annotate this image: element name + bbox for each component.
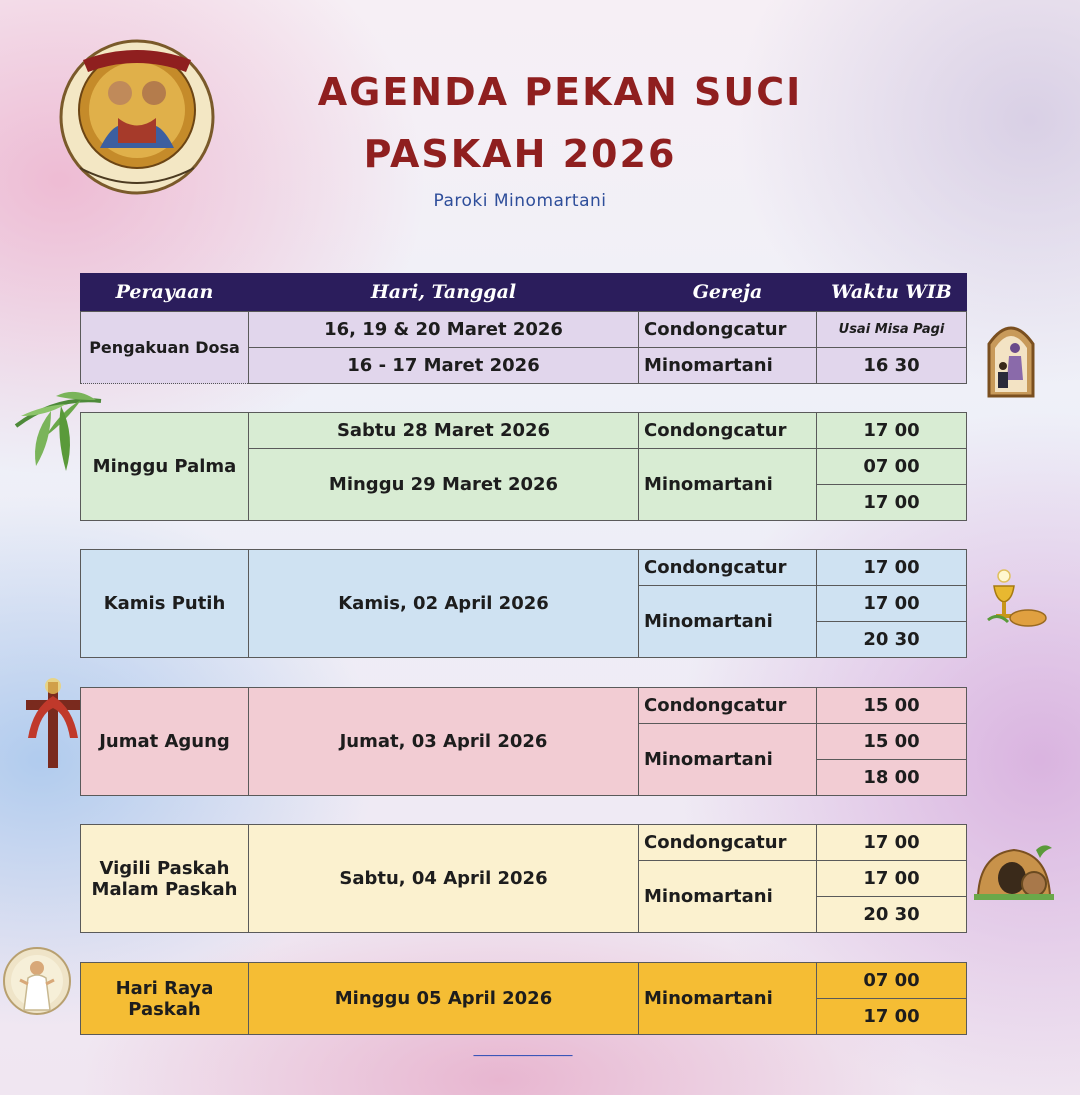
church-cell: Minomartani <box>639 861 817 933</box>
date-cell: Sabtu, 04 April 2026 <box>249 825 639 933</box>
header-gereja: Gereja <box>639 274 817 311</box>
time-cell: 17 00 <box>817 413 967 449</box>
time-cell: Usai Misa Pagi <box>817 312 967 348</box>
church-cell: Minomartani <box>639 449 817 521</box>
church-cell: Minomartani <box>639 963 817 1035</box>
celebration-name-line1: Vigili Paskah <box>99 857 230 879</box>
header-perayaan: Perayaan <box>81 274 249 311</box>
church-cell: Condongcatur <box>639 825 817 861</box>
celebration-name: Kamis Putih <box>81 550 249 658</box>
time-cell: 18 00 <box>817 760 967 796</box>
church-cell: Condongcatur <box>639 312 817 348</box>
parish-seal-logo <box>58 38 216 196</box>
date-cell: Sabtu 28 Maret 2026 <box>249 413 639 449</box>
date-cell: Jumat, 03 April 2026 <box>249 688 639 796</box>
celebration-name: Jumat Agung <box>81 688 249 796</box>
time-cell: 15 00 <box>817 688 967 724</box>
date-cell: 16 - 17 Maret 2026 <box>249 348 639 384</box>
schedule-header <box>80 273 967 311</box>
time-cell: 17 00 <box>817 861 967 897</box>
celebration-name-line1: Hari Raya <box>115 977 214 999</box>
header-waktu: Waktu WIB <box>817 274 967 311</box>
celebration-name-line2: Paskah <box>128 998 201 1020</box>
empty-tomb-icon <box>974 840 1054 900</box>
time-cell: 17 00 <box>817 999 967 1035</box>
time-cell: 17 00 <box>817 586 967 622</box>
block-jumat-agung <box>80 687 967 796</box>
date-cell: Minggu 05 April 2026 <box>249 963 639 1035</box>
church-cell: Condongcatur <box>639 550 817 586</box>
date-cell: 16, 19 & 20 Maret 2026 <box>249 312 639 348</box>
time-cell: 15 00 <box>817 724 967 760</box>
time-cell: 17 00 <box>817 825 967 861</box>
block-pengakuan-dosa <box>80 311 967 384</box>
footer-link[interactable]: ______________________ <box>473 1047 573 1057</box>
confession-icon <box>985 318 1037 398</box>
celebration-name: Pengakuan Dosa <box>81 312 249 384</box>
risen-christ-icon <box>2 944 72 1018</box>
celebration-name <box>81 963 249 1035</box>
date-cell: Minggu 29 Maret 2026 <box>249 449 639 521</box>
parish-subtitle: Paroki Minomartani <box>433 191 607 211</box>
page-title-line2: PASKAH 2026 <box>363 132 677 176</box>
block-vigili-paskah <box>80 824 967 933</box>
church-cell: Condongcatur <box>639 688 817 724</box>
church-cell: Minomartani <box>639 348 817 384</box>
time-cell: 17 00 <box>817 550 967 586</box>
page-title-line1: AGENDA PEKAN SUCI <box>317 70 803 114</box>
time-cell: 17 00 <box>817 485 967 521</box>
block-hari-raya-paskah <box>80 962 967 1035</box>
cross-icon <box>18 678 88 770</box>
time-cell: 07 00 <box>817 449 967 485</box>
church-cell: Condongcatur <box>639 413 817 449</box>
date-cell: Kamis, 02 April 2026 <box>249 550 639 658</box>
time-cell: 20 30 <box>817 897 967 933</box>
block-minggu-palma <box>80 412 967 521</box>
celebration-name: Minggu Palma <box>81 413 249 521</box>
church-cell: Minomartani <box>639 586 817 658</box>
chalice-bread-icon <box>984 568 1048 630</box>
block-kamis-putih <box>80 549 967 658</box>
time-cell: 07 00 <box>817 963 967 999</box>
palm-leaf-icon <box>6 386 106 476</box>
celebration-name <box>81 825 249 933</box>
church-cell: Minomartani <box>639 724 817 796</box>
celebration-name-line2: Malam Paskah <box>91 878 238 900</box>
header-hari-tanggal: Hari, Tanggal <box>249 274 639 311</box>
time-cell: 20 30 <box>817 622 967 658</box>
time-cell: 16 30 <box>817 348 967 384</box>
